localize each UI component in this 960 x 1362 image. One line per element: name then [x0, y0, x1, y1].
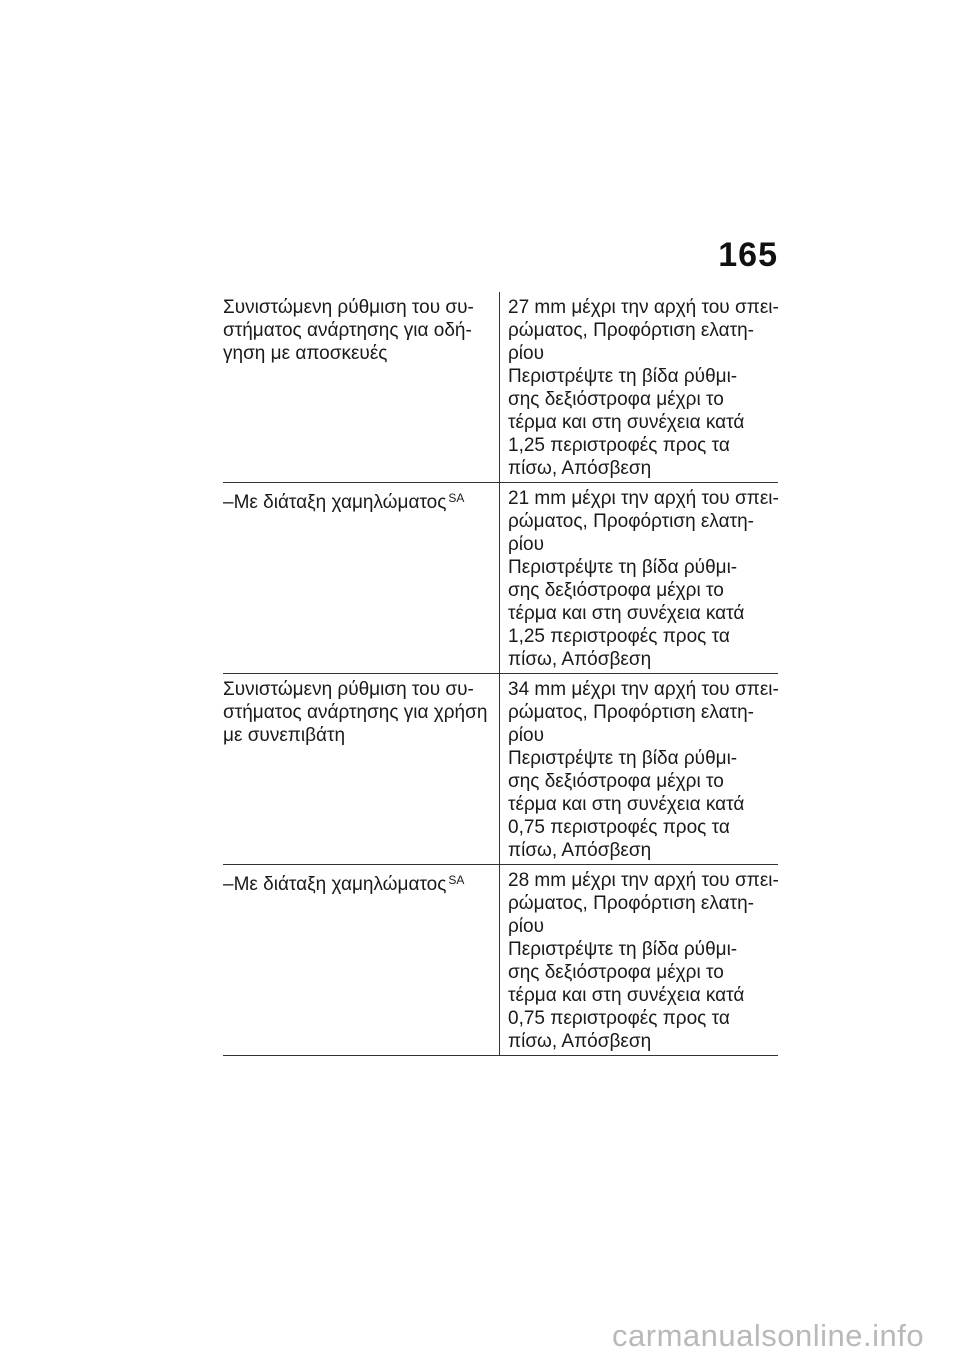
value-line: Περιστρέψτε τη βίδα ρύθμι-: [508, 366, 738, 387]
suspension-settings-table: [223, 292, 778, 1056]
value-line: ρίου: [508, 916, 544, 937]
value-line: Περιστρέψτε τη βίδα ρύθμι-: [508, 557, 738, 578]
value-line: 1,25 περιστροφές προς τα: [508, 435, 730, 456]
value-line: ρώματος, Προφόρτιση ελατη-: [508, 893, 754, 914]
value-line: 34 mm μέχρι την αρχή του σπει-: [508, 679, 779, 700]
page-number: 165: [718, 236, 778, 274]
setting-value: [500, 865, 779, 1056]
value-line: πίσω, Απόσβεση: [508, 649, 652, 670]
value-line: ρώματος, Προφόρτιση ελατη-: [508, 511, 754, 532]
value-line: τέρμα και στη συνέχεια κατά: [508, 603, 745, 624]
value-line: τέρμα και στη συνέχεια κατά: [508, 412, 745, 433]
setting-value: [500, 483, 779, 674]
value-line: 1,25 περιστροφές προς τα: [508, 626, 730, 647]
value-line: 28 mm μέχρι την αρχή του σπει-: [508, 870, 779, 891]
value-line: 0,75 περιστροφές προς τα: [508, 817, 730, 838]
label-line: με συνεπιβάτη: [223, 725, 346, 746]
label-line: Συνιστώμενη ρύθμιση του συ-: [223, 679, 474, 700]
value-line: 27 mm μέχρι την αρχή του σπει-: [508, 297, 779, 318]
label-line: στήματος ανάρτησης για οδή-: [223, 320, 472, 341]
label-line: [223, 487, 493, 514]
setting-label: [223, 483, 500, 674]
value-line: σης δεξιόστροφα μέχρι το: [508, 389, 724, 410]
sa-superscript: SA: [448, 491, 465, 505]
value-line: σης δεξιόστροφα μέχρι το: [508, 771, 724, 792]
label-line: γηση με αποσκευές: [223, 343, 388, 364]
setting-value: [500, 674, 779, 865]
setting-label: [223, 674, 500, 865]
label-text: –Με διάταξη χαμηλώματος: [223, 492, 447, 513]
value-line: πίσω, Απόσβεση: [508, 1031, 652, 1052]
table-row: [223, 483, 778, 674]
value-line: 21 mm μέχρι την αρχή του σπει-: [508, 488, 779, 509]
label-text: –Με διάταξη χαμηλώματος: [223, 874, 447, 895]
value-line: πίσω, Απόσβεση: [508, 458, 652, 479]
watermark: carmanualsonline.info: [612, 1318, 925, 1353]
value-line: ρίου: [508, 534, 544, 555]
value-line: σης δεξιόστροφα μέχρι το: [508, 962, 724, 983]
value-line: τέρμα και στη συνέχεια κατά: [508, 985, 745, 1006]
sa-superscript: SA: [448, 873, 465, 887]
label-line: Συνιστώμενη ρύθμιση του συ-: [223, 297, 474, 318]
value-line: ρίου: [508, 343, 544, 364]
value-line: τέρμα και στη συνέχεια κατά: [508, 794, 745, 815]
table-row: [223, 865, 778, 1056]
value-line: πίσω, Απόσβεση: [508, 840, 652, 861]
setting-label: [223, 292, 500, 483]
value-line: 0,75 περιστροφές προς τα: [508, 1008, 730, 1029]
table-row: [223, 292, 778, 483]
setting-label: [223, 865, 500, 1056]
value-line: ρώματος, Προφόρτιση ελατη-: [508, 702, 754, 723]
value-line: ρίου: [508, 725, 544, 746]
value-line: Περιστρέψτε τη βίδα ρύθμι-: [508, 748, 738, 769]
table-row: [223, 674, 778, 865]
value-line: σης δεξιόστροφα μέχρι το: [508, 580, 724, 601]
value-line: Περιστρέψτε τη βίδα ρύθμι-: [508, 939, 738, 960]
label-line: στήματος ανάρτησης για χρήση: [223, 702, 488, 723]
value-line: ρώματος, Προφόρτιση ελατη-: [508, 320, 754, 341]
setting-value: [500, 292, 779, 483]
label-line: [223, 869, 493, 896]
